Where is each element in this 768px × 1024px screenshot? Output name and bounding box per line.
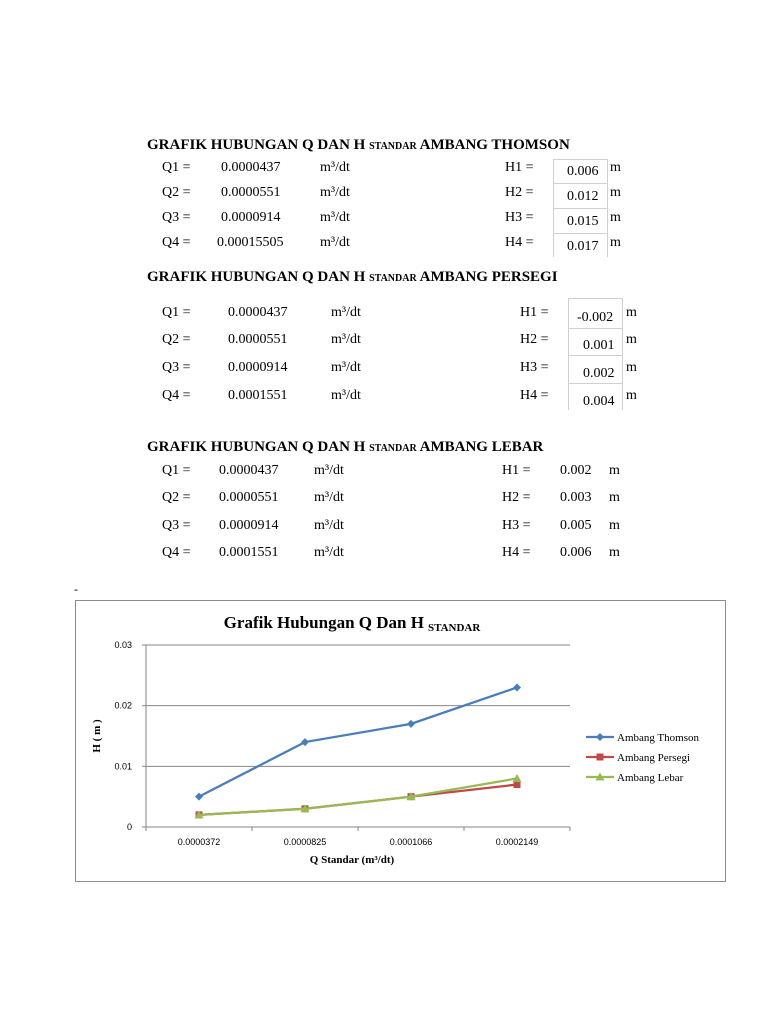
data-point <box>513 683 521 691</box>
legend-label: Ambang Thomson <box>617 732 699 744</box>
q-unit: m³/dt <box>314 518 344 533</box>
y-tick-label: 0.02 <box>114 700 132 711</box>
h-value: 0.017 <box>567 239 599 254</box>
q-value: 0.0000551 <box>219 490 279 505</box>
legend-marker <box>596 733 604 741</box>
cell-border <box>553 208 608 209</box>
title-main: GRAFIK HUBUNGAN Q DAN H <box>147 137 370 153</box>
cell-border <box>553 159 554 257</box>
q-value: 0.00015505 <box>217 235 284 250</box>
cell-border <box>622 298 623 410</box>
h-value: 0.006 <box>567 164 599 179</box>
legend <box>586 732 699 784</box>
q-value: 0.0000914 <box>228 360 288 375</box>
q-label: Q4 = <box>162 235 191 250</box>
q-value: 0.0001551 <box>219 545 279 560</box>
title-subscript: STANDAR <box>369 273 417 284</box>
data-point <box>301 738 309 746</box>
h-value: 0.005 <box>560 518 592 533</box>
q-label: Q2 = <box>162 185 191 200</box>
h-unit: m <box>609 490 620 505</box>
title-suffix: AMBANG LEBAR <box>416 439 544 455</box>
q-value: 0.0000914 <box>219 518 279 533</box>
q-unit: m³/dt <box>331 332 361 347</box>
y-tick-label: 0 <box>126 822 132 832</box>
chart-title <box>224 613 482 634</box>
data-point <box>195 793 203 801</box>
x-tick-label: 0.0001066 <box>389 837 433 847</box>
q-value: 0.0001551 <box>228 388 288 403</box>
q-value: 0.0000437 <box>221 160 281 175</box>
series-layer <box>195 683 522 818</box>
h-label: H3 = <box>502 518 531 533</box>
q-unit: m³/dt <box>320 185 350 200</box>
q-value: 0.0000437 <box>228 305 288 320</box>
h-label: H1 = <box>520 305 549 320</box>
q-label: Q1 = <box>162 463 191 478</box>
q-unit: m³/dt <box>314 545 344 560</box>
q-label: Q1 = <box>162 305 191 320</box>
h-value: 0.001 <box>583 338 615 353</box>
h-unit: m <box>626 332 637 347</box>
q-label: Q4 = <box>162 545 191 560</box>
h-value: 0.006 <box>560 545 592 560</box>
cell-border <box>607 159 608 257</box>
x-tick-label: 0.0000825 <box>283 837 327 847</box>
q-unit: m³/dt <box>320 160 350 175</box>
h-unit: m <box>626 360 637 375</box>
y-tick-label: 0.01 <box>114 761 132 772</box>
q-unit: m³/dt <box>331 388 361 403</box>
q-label: Q1 = <box>162 160 191 175</box>
section-title <box>147 269 558 286</box>
q-unit: m³/dt <box>314 463 344 478</box>
q-unit: m³/dt <box>320 210 350 225</box>
h-label: H3 = <box>520 360 549 375</box>
h-label: H4 = <box>505 235 534 250</box>
h-label: H4 = <box>502 545 531 560</box>
title-subscript: STANDAR <box>369 443 417 454</box>
legend-marker <box>597 754 604 761</box>
q-value: 0.0000551 <box>221 185 281 200</box>
series-line <box>199 687 517 796</box>
section-title <box>147 439 543 456</box>
separator-dash: - <box>74 582 78 596</box>
h-unit: m <box>609 518 620 533</box>
q-unit: m³/dt <box>320 235 350 250</box>
cell-border <box>568 298 623 299</box>
q-label: Q3 = <box>162 360 191 375</box>
q-label: Q3 = <box>162 210 191 225</box>
h-unit: m <box>610 210 621 225</box>
title-suffix: AMBANG THOMSON <box>416 137 570 153</box>
q-unit: m³/dt <box>331 305 361 320</box>
h-value: -0.002 <box>577 310 614 325</box>
x-axis-label: Q Standar (m³/dt) <box>309 854 395 866</box>
h-value: 0.003 <box>560 490 592 505</box>
h-label: H4 = <box>520 388 549 403</box>
line-chart <box>76 601 725 881</box>
legend-label: Ambang Persegi <box>617 752 691 764</box>
h-value: 0.012 <box>567 189 599 204</box>
cell-border <box>568 298 569 410</box>
q-label: Q3 = <box>162 518 191 533</box>
h-value: 0.002 <box>583 366 615 381</box>
h-unit: m <box>610 185 621 200</box>
q-label: Q2 = <box>162 490 191 505</box>
series-line <box>199 785 517 815</box>
title-main: GRAFIK HUBUNGAN Q DAN H <box>147 439 370 455</box>
h-unit: m <box>626 305 637 320</box>
cell-border <box>568 355 623 356</box>
h-label: H1 = <box>505 160 534 175</box>
data-point <box>407 720 415 728</box>
series-ambang-lebar <box>195 774 522 818</box>
series-ambang-thomson <box>195 683 521 800</box>
q-label: Q4 = <box>162 388 191 403</box>
section-title <box>147 137 570 154</box>
q-value: 0.0000914 <box>221 210 281 225</box>
h-value: 0.002 <box>560 463 592 478</box>
q-unit: m³/dt <box>314 490 344 505</box>
h-unit: m <box>610 160 621 175</box>
cell-border <box>568 328 623 329</box>
q-value: 0.0000551 <box>228 332 288 347</box>
y-tick-labels <box>114 640 146 832</box>
h-unit: m <box>609 545 620 560</box>
title-main: GRAFIK HUBUNGAN Q DAN H <box>147 269 370 285</box>
series-line <box>199 778 517 814</box>
chart-title-main: Grafik Hubungan Q Dan H <box>223 613 424 632</box>
q-unit: m³/dt <box>331 360 361 375</box>
h-label: H3 = <box>505 210 534 225</box>
chart-title-subscript: STANDAR <box>427 622 481 634</box>
x-tick-label: 0.0002149 <box>495 837 539 847</box>
x-tick-labels <box>146 827 570 847</box>
h-unit: m <box>609 463 620 478</box>
h-value: 0.004 <box>583 394 615 409</box>
title-subscript: STANDAR <box>369 141 417 152</box>
q-label: Q2 = <box>162 332 191 347</box>
title-suffix: AMBANG PERSEGI <box>416 269 558 285</box>
axes-layer <box>146 645 570 827</box>
cell-border <box>553 159 608 160</box>
q-value: 0.0000437 <box>219 463 279 478</box>
h-unit: m <box>610 235 621 250</box>
legend-label: Ambang Lebar <box>617 772 684 784</box>
legend-item <box>586 772 684 784</box>
h-label: H2 = <box>505 185 534 200</box>
h-unit: m <box>626 388 637 403</box>
grid-layer <box>146 645 570 766</box>
chart-frame <box>75 600 726 882</box>
h-label: H2 = <box>520 332 549 347</box>
legend-item <box>586 752 690 764</box>
x-tick-label: 0.0000372 <box>177 837 221 847</box>
y-tick-label: 0.03 <box>114 640 132 650</box>
h-value: 0.015 <box>567 214 599 229</box>
legend-item <box>586 732 699 744</box>
cell-border <box>553 183 608 184</box>
cell-border <box>553 233 608 234</box>
cell-border <box>568 383 623 384</box>
h-label: H2 = <box>502 490 531 505</box>
data-point <box>514 781 521 788</box>
h-label: H1 = <box>502 463 531 478</box>
y-axis-label: H ( m ) <box>91 719 103 753</box>
